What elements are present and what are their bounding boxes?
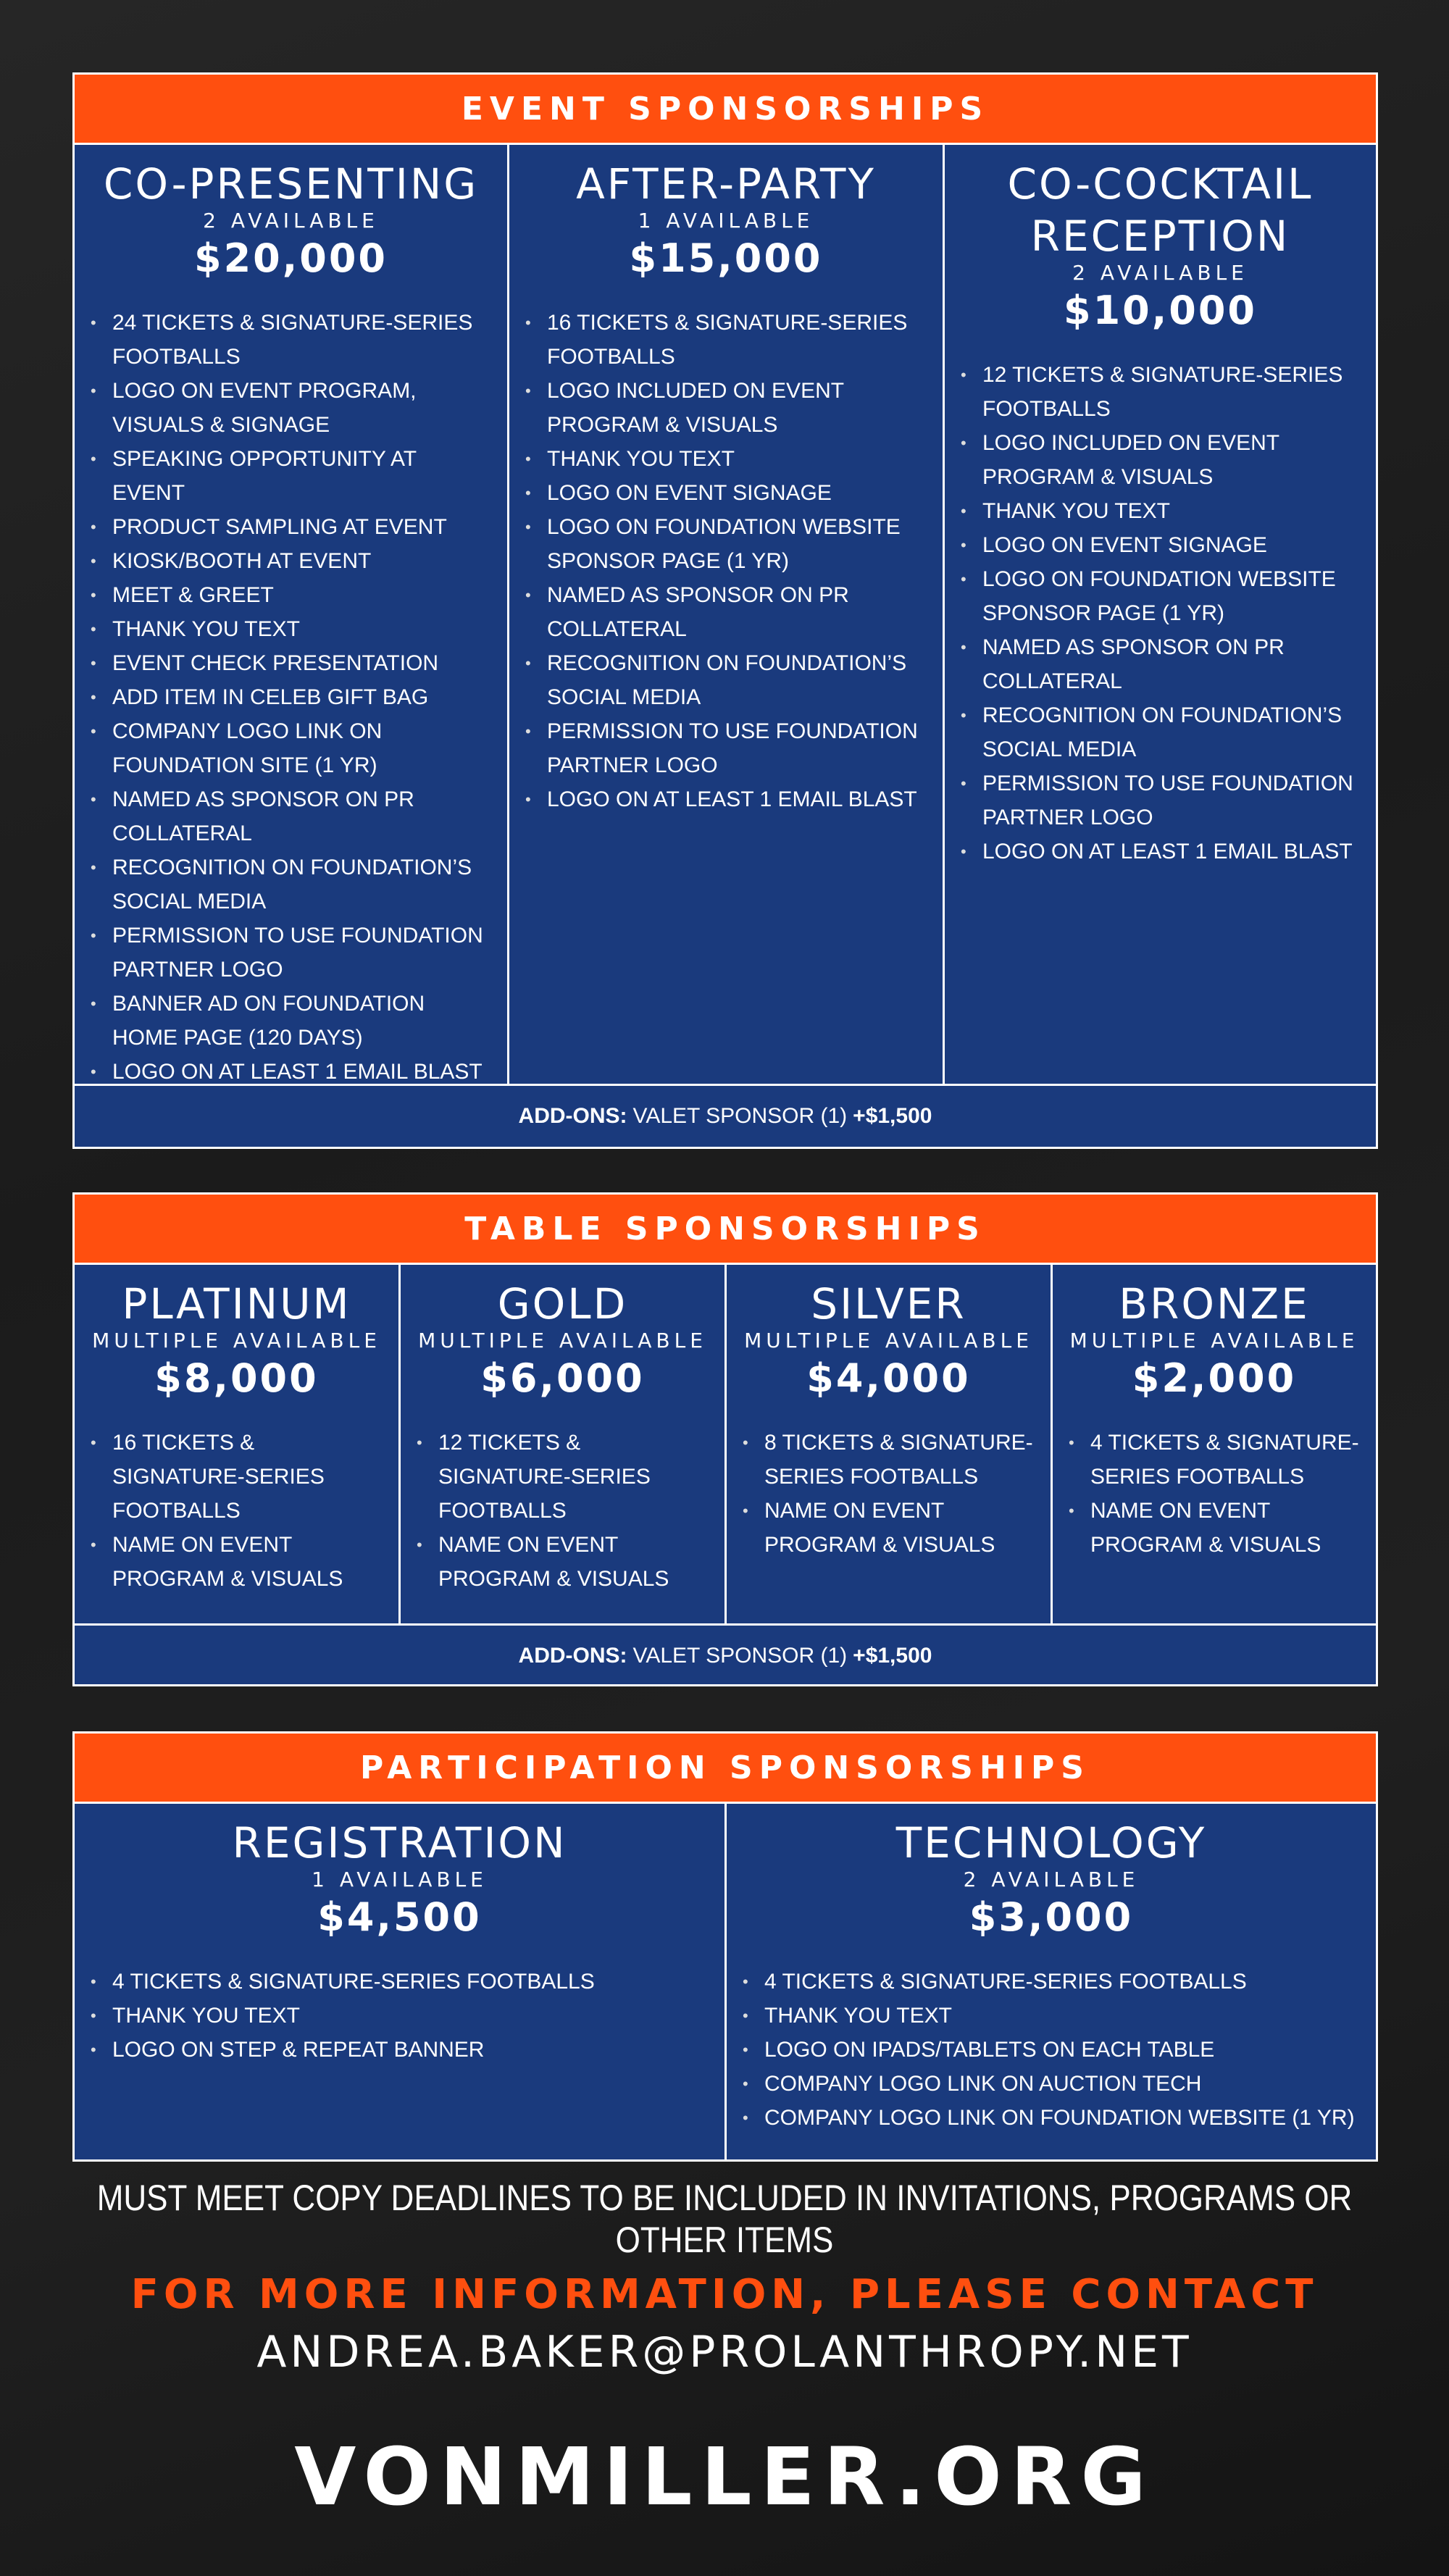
benefit-item: • LOGO ON EVENT SIGNAGE [525, 476, 927, 510]
event-tiers [75, 143, 1376, 1084]
benefit-item: • SPEAKING OPPORTUNITY AT EVENT [91, 442, 491, 510]
tier-price: $6,000 [480, 1355, 645, 1401]
tier-availability: MULTIPLE AVAILABLE [1069, 1329, 1359, 1352]
benefit-list [91, 1426, 383, 1596]
tier-name: PLATINUM [122, 1279, 351, 1329]
benefit-item: • LOGO ON FOUNDATION WEBSITE SPONSOR PAGE (1 YR) [961, 562, 1360, 630]
benefit-item: • 16 TICKETS & SIGNATURE-SERIES FOOTBALLS [525, 306, 927, 374]
benefit-list [91, 1965, 709, 2067]
benefit-list [1069, 1426, 1360, 1562]
event-addons [75, 1084, 1376, 1147]
tier-availability: MULTIPLE AVAILABLE [744, 1329, 1033, 1352]
benefit-item: • NAMED AS SPONSOR ON PR COLLATERAL [91, 782, 491, 850]
tier-bronze [1053, 1265, 1376, 1623]
tier-availability: 2 AVAILABLE [963, 1868, 1140, 1891]
benefit-item: • COMPANY LOGO LINK ON FOUNDATION WEBSITE (1 YR) [743, 2101, 1360, 2135]
tier-registration [75, 1804, 727, 2162]
tier-price: $15,000 [629, 235, 823, 281]
benefit-item: • 4 TICKETS & SIGNATURE-SERIES FOOTBALLS [91, 1965, 709, 1999]
benefit-item: • RECOGNITION ON FOUNDATION’S SOCIAL MEDIA [525, 646, 927, 714]
addons-label: ADD-ONS: [518, 1104, 627, 1128]
benefit-item: • COMPANY LOGO LINK ON FOUNDATION SITE (1 YR) [91, 714, 491, 782]
contact-cta: FOR MORE INFORMATION, PLEASE CONTACT [130, 2271, 1319, 2318]
tier-price: $4,500 [317, 1894, 482, 1940]
benefit-item: • NAMED AS SPONSOR ON PR COLLATERAL [961, 630, 1360, 698]
benefit-item: • PERMISSION TO USE FOUNDATION PARTNER LOGO [525, 714, 927, 782]
copy-deadline-note: MUST MEET COPY DEADLINES TO BE INCLUDED IN INVITATIONS, PROGRAMS OR OTHER ITEMS [96, 2178, 1353, 2260]
tier-name: AFTER-PARTY [576, 159, 876, 209]
benefit-item: • LOGO INCLUDED ON EVENT PROGRAM & VISUALS [525, 374, 927, 442]
tier-name: CO-COCKTAIL RECEPTION [1007, 159, 1314, 261]
tier-name: GOLD [497, 1279, 628, 1329]
benefit-item: • ADD ITEM IN CELEB GIFT BAG [91, 680, 491, 714]
tier-availability: MULTIPLE AVAILABLE [418, 1329, 707, 1352]
benefit-list [417, 1426, 709, 1596]
benefit-item: • LOGO INCLUDED ON EVENT PROGRAM & VISUALS [961, 426, 1360, 494]
benefit-item: • LOGO ON EVENT SIGNAGE [961, 528, 1360, 562]
addons-label: ADD-ONS: [518, 1644, 627, 1668]
tier-price: $10,000 [1064, 288, 1257, 333]
benefit-item: • KIOSK/BOOTH AT EVENT [91, 544, 491, 578]
tier-availability: 1 AVAILABLE [638, 209, 814, 233]
benefit-item: • COMPANY LOGO LINK ON AUCTION TECH [743, 2067, 1360, 2101]
tier-name: REGISTRATION [232, 1818, 567, 1868]
addons-amount: +$1,500 [853, 1644, 932, 1668]
benefit-list [961, 358, 1360, 869]
addons-text: VALET SPONSOR (1) [632, 1104, 848, 1128]
benefit-item: • 24 TICKETS & SIGNATURE-SERIES FOOTBALLS [91, 306, 491, 374]
benefit-item: • 16 TICKETS & SIGNATURE-SERIES FOOTBALLS [91, 1426, 383, 1528]
benefit-item: • THANK YOU TEXT [525, 442, 927, 476]
event-sponsorships-section [72, 72, 1378, 1149]
benefit-item: • LOGO ON STEP & REPEAT BANNER [91, 2033, 709, 2067]
benefit-item: • LOGO ON EVENT PROGRAM, VISUALS & SIGNAGE [91, 374, 491, 442]
benefit-item: • NAME ON EVENT PROGRAM & VISUALS [743, 1494, 1035, 1562]
tier-name: CO-PRESENTING [103, 159, 479, 209]
benefit-item: • LOGO ON IPADS/TABLETS ON EACH TABLE [743, 2033, 1360, 2067]
benefit-item: • PRODUCT SAMPLING AT EVENT [91, 510, 491, 544]
benefit-item: • 12 TICKETS & SIGNATURE-SERIES FOOTBALLS [961, 358, 1360, 426]
benefit-item: • NAMED AS SPONSOR ON PR COLLATERAL [525, 578, 927, 646]
tier-name: BRONZE [1119, 1279, 1310, 1329]
benefit-item: • BANNER AD ON FOUNDATION HOME PAGE (120 DAYS) [91, 987, 491, 1055]
benefit-item: • THANK YOU TEXT [743, 1999, 1360, 2033]
tier-availability: 2 AVAILABLE [203, 209, 379, 233]
tier-availability: 1 AVAILABLE [312, 1868, 488, 1891]
participation-sponsorships-section [72, 1731, 1378, 2162]
tier-availability: 2 AVAILABLE [1072, 261, 1248, 285]
tier-silver [727, 1265, 1053, 1623]
table-tiers [75, 1263, 1376, 1623]
tier-name: SILVER [811, 1279, 966, 1329]
event-sponsorships-title: EVENT SPONSORSHIPS [75, 75, 1376, 143]
benefit-list [525, 306, 927, 816]
tier-gold [401, 1265, 727, 1623]
benefit-item: • PERMISSION TO USE FOUNDATION PARTNER LOGO [961, 766, 1360, 835]
tier-price: $20,000 [194, 235, 388, 281]
tier-price: $8,000 [154, 1355, 319, 1401]
benefit-item: • 12 TICKETS & SIGNATURE-SERIES FOOTBALLS [417, 1426, 709, 1528]
benefit-list [743, 1426, 1035, 1562]
benefit-item: • MEET & GREET [91, 578, 491, 612]
benefit-item: • LOGO ON AT LEAST 1 EMAIL BLAST [525, 782, 927, 816]
table-addons [75, 1623, 1376, 1686]
benefit-item: • LOGO ON AT LEAST 1 EMAIL BLAST [961, 835, 1360, 869]
benefit-item: • 8 TICKETS & SIGNATURE-SERIES FOOTBALLS [743, 1426, 1035, 1494]
tier-co-cocktail-reception [945, 145, 1376, 1084]
contact-email-link[interactable]: ANDREA.BAKER@PROLANTHROPY.NET [256, 2327, 1193, 2378]
website-link[interactable]: VONMILLER.ORG [294, 2430, 1155, 2523]
benefit-item: • NAME ON EVENT PROGRAM & VISUALS [91, 1528, 383, 1596]
benefit-item: • EVENT CHECK PRESENTATION [91, 646, 491, 680]
benefit-item: • 4 TICKETS & SIGNATURE-SERIES FOOTBALLS [743, 1965, 1360, 1999]
addons-text: VALET SPONSOR (1) [632, 1644, 848, 1668]
benefit-item: • LOGO ON AT LEAST 1 EMAIL BLAST [91, 1055, 491, 1089]
benefit-item: • PERMISSION TO USE FOUNDATION PARTNER LOGO [91, 919, 491, 987]
benefit-item: • LOGO ON FOUNDATION WEBSITE SPONSOR PAGE (1 YR) [525, 510, 927, 578]
tier-price: $4,000 [806, 1355, 971, 1401]
tier-co-presenting [75, 145, 509, 1084]
table-sponsorships-title: TABLE SPONSORSHIPS [75, 1195, 1376, 1263]
participation-tiers [75, 1802, 1376, 2162]
tier-price: $3,000 [969, 1894, 1134, 1940]
tier-platinum [75, 1265, 401, 1623]
benefit-item: • NAME ON EVENT PROGRAM & VISUALS [417, 1528, 709, 1596]
participation-sponsorships-title: PARTICIPATION SPONSORSHIPS [75, 1734, 1376, 1802]
benefit-item: • THANK YOU TEXT [91, 1999, 709, 2033]
tier-technology [727, 1804, 1376, 2162]
benefit-list [743, 1965, 1360, 2135]
tier-availability: MULTIPLE AVAILABLE [92, 1329, 381, 1352]
benefit-item: • RECOGNITION ON FOUNDATION’S SOCIAL MEDIA [961, 698, 1360, 766]
benefit-item: • THANK YOU TEXT [961, 494, 1360, 528]
benefit-item: • NAME ON EVENT PROGRAM & VISUALS [1069, 1494, 1360, 1562]
table-sponsorships-section [72, 1192, 1378, 1686]
benefit-list [91, 306, 491, 1089]
tier-price: $2,000 [1132, 1355, 1297, 1401]
tier-after-party [509, 145, 945, 1084]
benefit-item: • 4 TICKETS & SIGNATURE-SERIES FOOTBALLS [1069, 1426, 1360, 1494]
addons-amount: +$1,500 [853, 1104, 932, 1128]
benefit-item: • RECOGNITION ON FOUNDATION’S SOCIAL MEDIA [91, 850, 491, 919]
benefit-item: • THANK YOU TEXT [91, 612, 491, 646]
tier-name: TECHNOLOGY [895, 1818, 1207, 1868]
